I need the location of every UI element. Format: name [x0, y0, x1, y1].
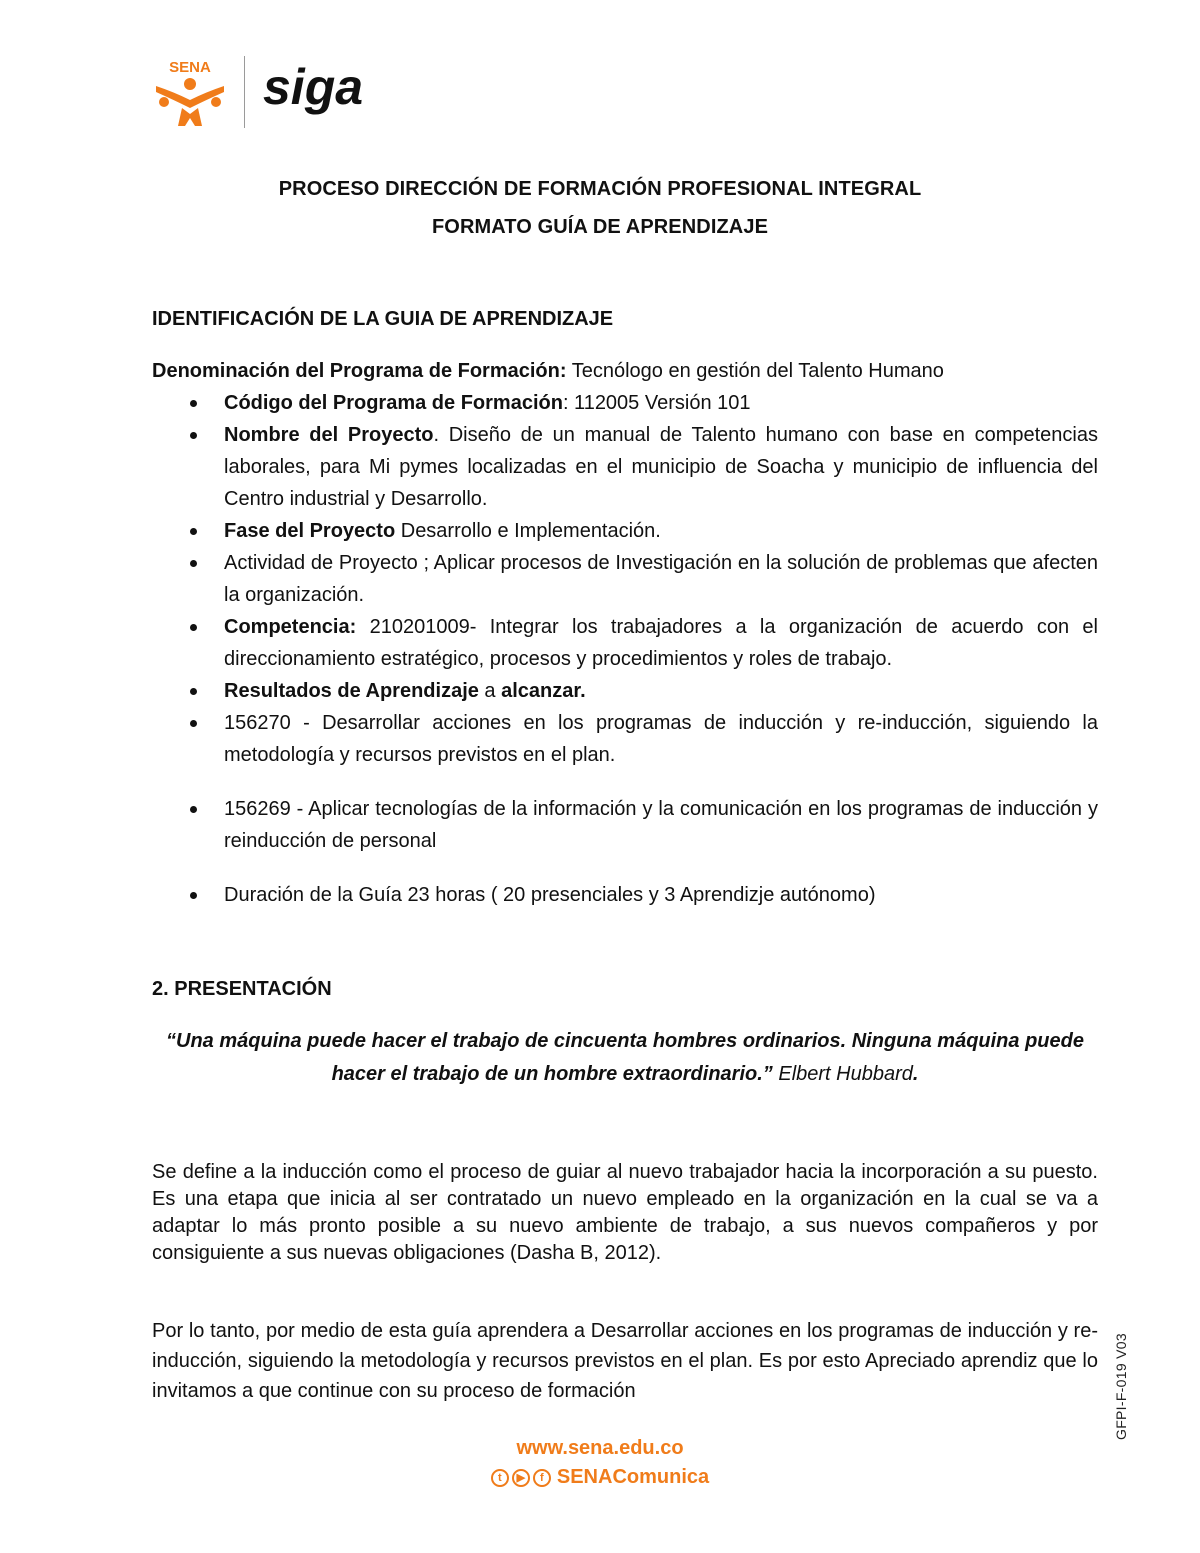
item-text: Desarrollo e Implementación. — [395, 520, 661, 542]
item-text: : 112005 Versión 101 — [562, 392, 751, 414]
item-label: Fase del Proyecto — [224, 520, 396, 542]
paragraph-induction: Se define a la inducción como el proceso de guiar al nuevo trabajador hacia la incorporación a su puesto. Es una etapa que inicia al ser contratado un nuevo empleado en la organización en la cual se va a adaptar lo más pronto posible a su nuevo ambiente de trabajo, a sus nuevos compañeros y por consiguiente a sus nuevas obligaciones (Dasha B, 2012). — [152, 1161, 1098, 1264]
list-item — [152, 675, 1098, 707]
identification-list — [152, 387, 1098, 911]
social-handle: SENAComunica — [556, 1466, 710, 1488]
identification-heading: IDENTIFICACIÓN DE LA GUIA DE APRENDIZAJE — [152, 308, 614, 330]
list-item — [152, 387, 1098, 419]
list-item — [152, 419, 1098, 515]
process-title: PROCESO DIRECCIÓN DE FORMACIÓN PROFESIONAL INTEGRAL — [278, 178, 922, 200]
item-text: a — [478, 680, 502, 702]
svg-text:siga: siga — [263, 62, 364, 115]
presentation-quote — [152, 1025, 1098, 1091]
item-label: Resultados de Aprendizaje — [224, 680, 479, 702]
program-value: Tecnólogo en gestión del Talento Humano — [566, 360, 944, 382]
item-label: Competencia: — [224, 616, 357, 638]
youtube-icon: ▶ — [512, 1469, 530, 1487]
document-code: GFPI-F-019 V03 — [1113, 1333, 1129, 1440]
footer-social — [0, 1466, 1200, 1489]
item-text: Actividad de Proyecto ; Aplicar procesos de Investigación en la solución de problemas que afecten la organización. — [224, 552, 1098, 606]
item-label: Nombre del Proyecto — [224, 424, 434, 446]
quote-author: Elbert Hubbard — [772, 1063, 913, 1085]
item-label: Código del Programa de Formación — [224, 392, 563, 414]
format-title: FORMATO GUÍA DE APRENDIZAJE — [431, 216, 769, 238]
list-item — [152, 793, 1098, 857]
item-text: 210201009- Integrar los trabajadores a la organización de acuerdo con el direccionamiento estratégico, procesos y procedimientos y roles de trabajo. — [224, 616, 1098, 670]
quote-text: “Una máquina puede hacer el trabajo de cincuenta hombres ordinarios. Ninguna máquina puede hacer el trabajo de un hombre extraordinario.” — [166, 1030, 1084, 1085]
list-item — [152, 879, 1098, 911]
svg-text:SENA: SENA — [169, 59, 211, 76]
quote-end: . — [912, 1063, 919, 1085]
paragraph-invitation: Por lo tanto, por medio de esta guía aprendera a Desarrollar acciones en los programas de inducción y re-inducción, siguiendo la metodología y recursos previstos en el plan. Es por esto Apreciado aprendiz que lo invitamos a que continue con su proceso de formación — [152, 1320, 1098, 1402]
list-item — [152, 707, 1098, 771]
presentation-heading: 2. PRESENTACIÓN — [152, 978, 332, 1000]
twitter-icon: t — [491, 1469, 509, 1487]
program-label: Denominación del Programa de Formación: — [152, 360, 567, 382]
logo-divider — [244, 56, 245, 128]
list-item — [152, 515, 1098, 547]
header-logos — [150, 54, 381, 130]
item-text: 156269 - Aplicar tecnologías de la información y la comunicación en los programas de inducción y reinducción de personal — [224, 798, 1098, 852]
item-text: 156270 - Desarrollar acciones en los programas de inducción y re-inducción, siguiendo la metodología y recursos previstos en el plan. — [224, 712, 1098, 766]
item-label: alcanzar. — [501, 680, 586, 702]
identification-section — [152, 355, 1098, 911]
footer-website: www.sena.edu.co — [516, 1437, 684, 1459]
item-text: Duración de la Guía 23 horas ( 20 presenciales y 3 Aprendizje autónomo) — [224, 884, 876, 906]
list-item — [152, 547, 1098, 611]
item-text: . Diseño de un manual de Talento humano con base en competencias laborales, para Mi pymes localizadas en el municipio de Soacha y municipio de influencia del Centro industrial y Desarrollo. — [224, 424, 1098, 510]
list-item — [152, 611, 1098, 675]
sena-logo — [150, 56, 230, 128]
program-name-line — [152, 355, 1098, 387]
siga-logo — [263, 62, 381, 122]
facebook-icon: f — [533, 1469, 551, 1487]
